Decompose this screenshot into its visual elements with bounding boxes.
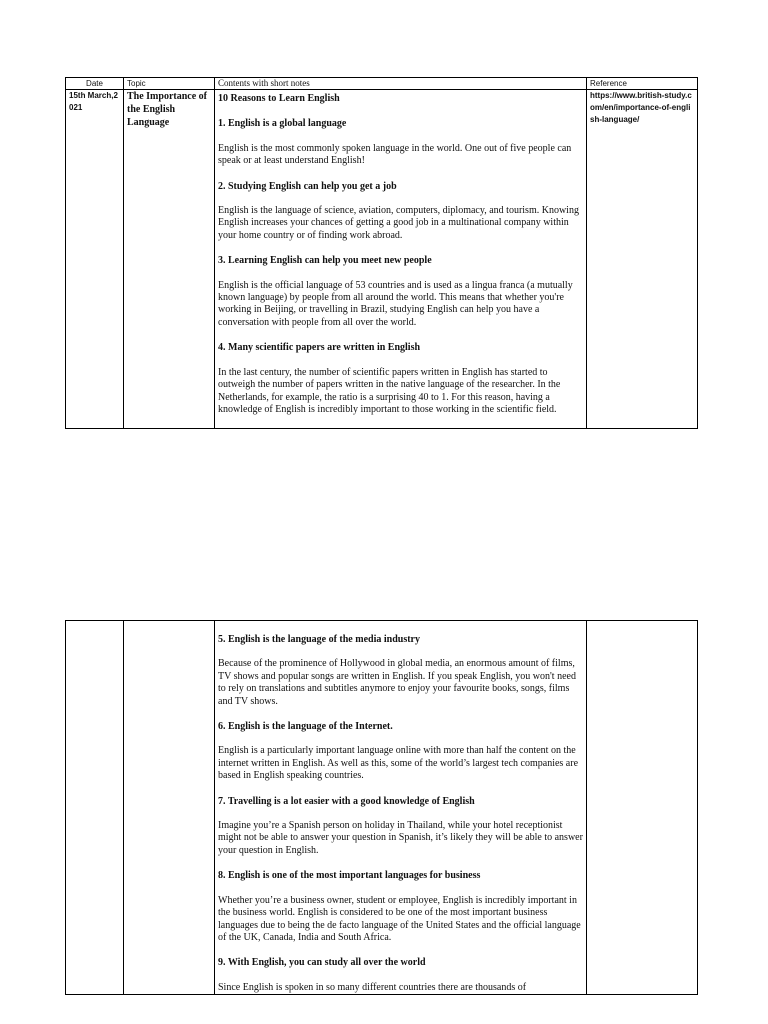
table-row bbox=[66, 621, 698, 995]
date-cell: 15th March,2021 bbox=[66, 90, 124, 429]
notes-table-page-1 bbox=[65, 77, 698, 429]
date-cell-empty bbox=[66, 621, 124, 995]
section-body: English is the official language of 53 countries and is used as a lingua franca (a mutually known language) by people from all around the world. This means that whether you're working in Beijing, or travelling in Brazil, studying English can help you have a conversation with people from all over the world. bbox=[218, 279, 573, 328]
section-heading: 6. English is the language of the Internet. bbox=[218, 721, 393, 733]
header-topic: Topic bbox=[124, 78, 215, 90]
section-body: Whether you’re a business owner, student or employee, English is incredibly important in the business world. English is considered to be one of the most important business languages due to being the de facto language of the United States and the official language of the UK, Canada, India and South Africa. bbox=[218, 894, 581, 943]
section-body: English is a particularly important language online with more than half the content on the internet written in English. As well as this, some of the world’s largest tech companies are based in English speaking countries. bbox=[218, 745, 579, 782]
table-row bbox=[66, 90, 698, 429]
notes-table-page-2 bbox=[65, 620, 698, 995]
section-heading: 9. With English, you can study all over the world bbox=[218, 957, 426, 969]
header-reference: Reference bbox=[587, 78, 698, 90]
reference-link[interactable]: https://www.british-study.com/en/importance-of-english-language/ bbox=[587, 90, 698, 429]
contents-cell bbox=[215, 90, 587, 429]
section-body: English is the language of science, aviation, computers, diplomacy, and tourism. Knowing English increases your chances of getting a good job in a multinational company within your home country or of finding work abroad. bbox=[218, 205, 579, 241]
section-body: In the last century, the number of scientific papers written in English has started to outweigh the number of papers written in the native language of the researcher. In the Netherlands, for example, the ratio is a surprising 40 to 1. For this reason, having a knowledge of English is incredibly important to those working in the scientific field. bbox=[218, 366, 561, 415]
topic-cell: The Importance of the English Language bbox=[124, 90, 215, 429]
section-body: Since English is spoken in so many different countries there are thousands of bbox=[218, 981, 527, 993]
section-body: Imagine you’re a Spanish person on holiday in Thailand, while your hotel receptionist might not be able to answer your question in Spanish, it’s likely they will be able to answer your question in English. bbox=[218, 820, 583, 856]
section-heading: 4. Many scientific papers are written in English bbox=[218, 342, 421, 354]
section-heading: 1. English is a global language bbox=[218, 118, 347, 130]
reference-cell-empty bbox=[587, 621, 698, 995]
section-heading: 3. Learning English can help you meet new people bbox=[218, 255, 432, 267]
section-heading: 8. English is one of the most important languages for business bbox=[218, 870, 481, 882]
section-heading: 7. Travelling is a lot easier with a good knowledge of English bbox=[218, 795, 475, 807]
contents-title: 10 Reasons to Learn English bbox=[218, 93, 340, 104]
section-body: English is the most commonly spoken language in the world. One out of five people can speak or at least understand English! bbox=[218, 142, 572, 167]
topic-cell-empty bbox=[124, 621, 215, 995]
section-heading: 2. Studying English can help you get a job bbox=[218, 180, 397, 192]
header-date: Date bbox=[66, 78, 124, 90]
table-header-row bbox=[66, 78, 698, 90]
header-contents: Contents with short notes bbox=[215, 78, 587, 90]
section-heading: 5. English is the language of the media industry bbox=[218, 634, 420, 645]
section-body: Because of the prominence of Hollywood in global media, an enormous amount of films, TV shows and popular songs are written in English. If you speak English, you won't need to rely on translations and subtitles anymore to enjoy your favourite books, songs, films and TV shows. bbox=[218, 658, 576, 707]
contents-cell bbox=[215, 621, 587, 995]
